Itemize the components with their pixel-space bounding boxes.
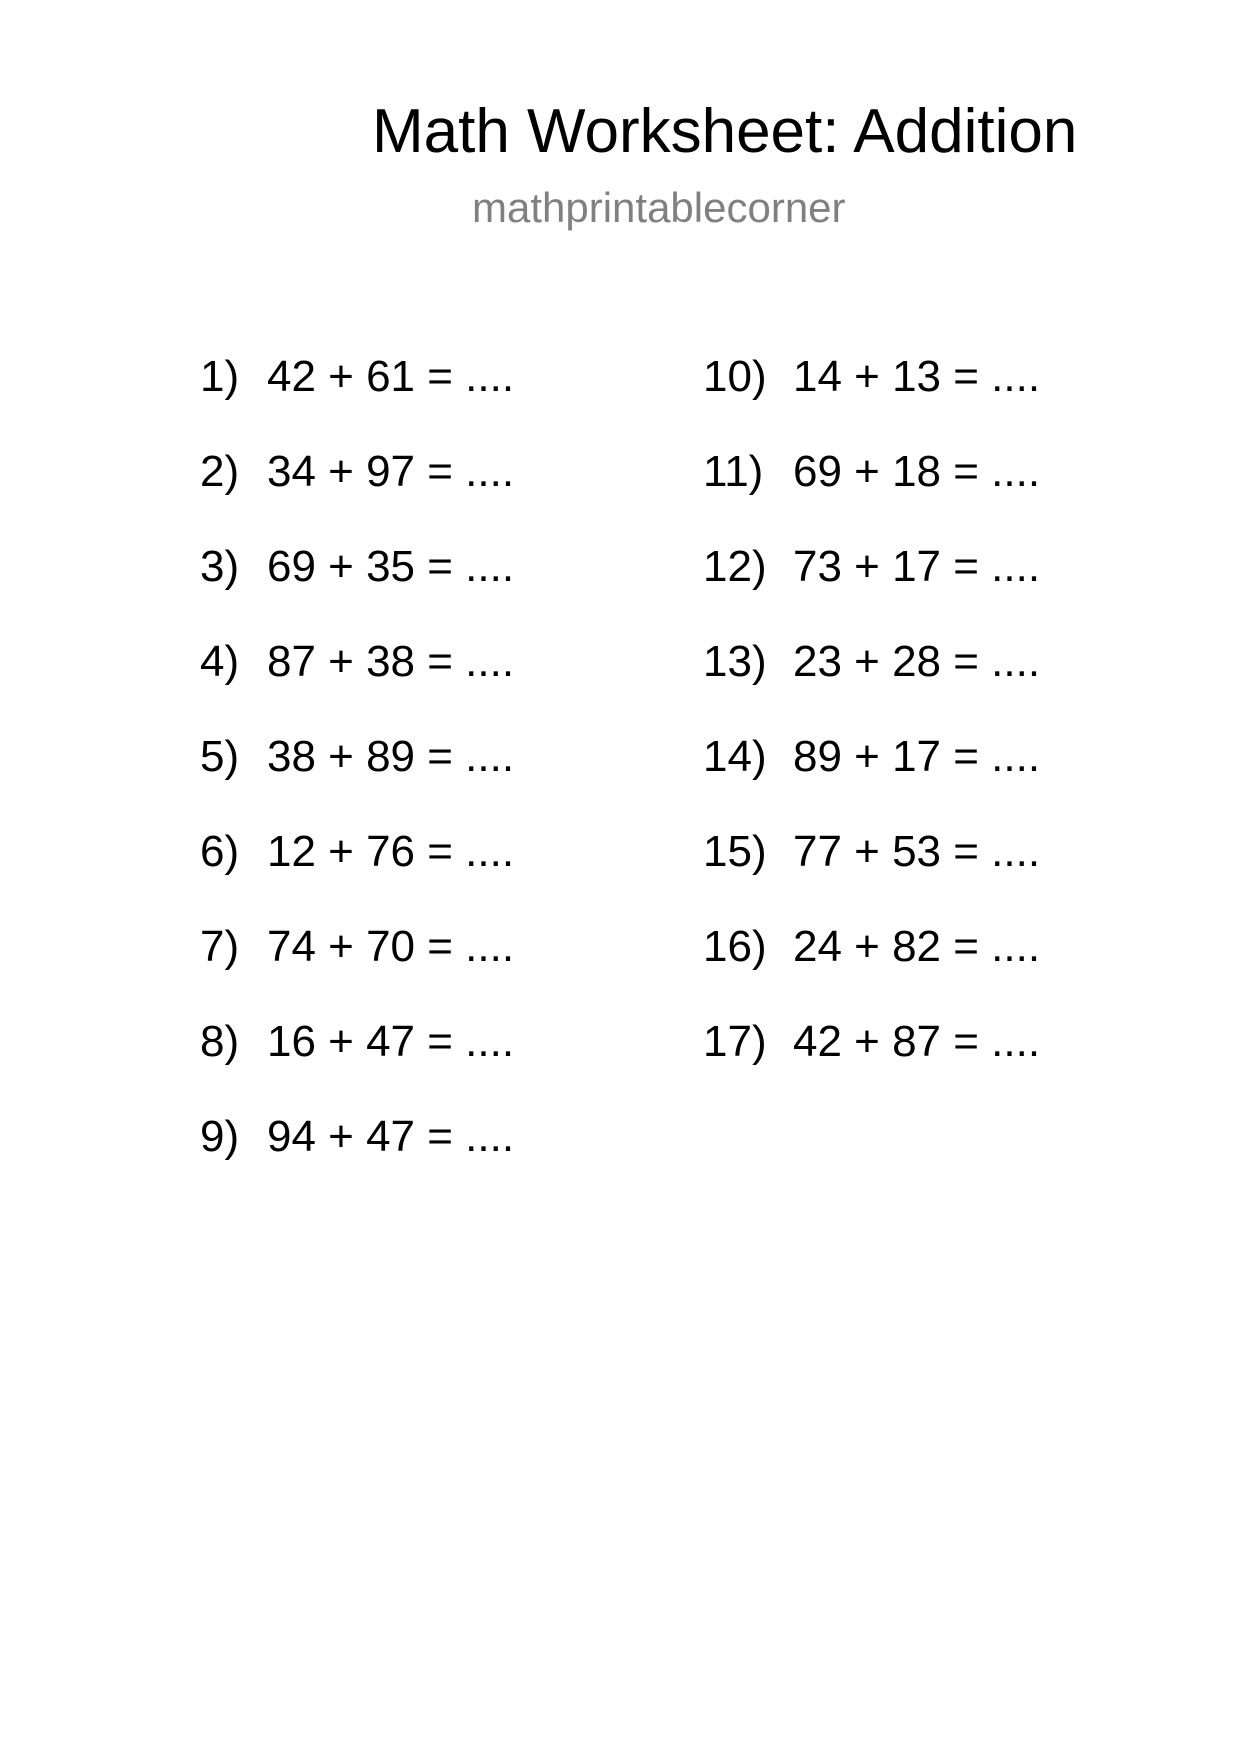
- problem-item-7: [200, 920, 514, 1015]
- problem-number: 1): [200, 352, 240, 401]
- problem-number: 12): [703, 542, 767, 591]
- problem-expression: 23 + 28 = ....: [793, 637, 1041, 686]
- problem-expression: 42 + 61 = ....: [267, 352, 515, 401]
- problem-number: 15): [703, 827, 767, 876]
- problem-number: 9): [200, 1112, 240, 1161]
- problem-item-12: [703, 540, 1040, 635]
- problem-expression: 24 + 82 = ....: [793, 922, 1041, 971]
- problem-number: 13): [703, 637, 767, 686]
- page-title: Math Worksheet: Addition: [372, 97, 1078, 166]
- problem-number: 5): [200, 732, 240, 781]
- problem-number: 6): [200, 827, 240, 876]
- problem-list-right: [703, 350, 1040, 1110]
- problem-expression: 14 + 13 = ....: [793, 352, 1041, 401]
- problem-expression: 34 + 97 = ....: [267, 447, 515, 496]
- problem-expression: 73 + 17 = ....: [793, 542, 1041, 591]
- problem-item-6: [200, 825, 514, 920]
- problem-number: 3): [200, 542, 240, 591]
- problem-expression: 89 + 17 = ....: [793, 732, 1041, 781]
- problem-expression: 38 + 89 = ....: [267, 732, 515, 781]
- problem-number: 14): [703, 732, 767, 781]
- problem-item-14: [703, 730, 1040, 825]
- problem-expression: 69 + 18 = ....: [793, 447, 1041, 496]
- problem-item-8: [200, 1015, 514, 1110]
- problem-number: 4): [200, 637, 240, 686]
- problem-expression: 16 + 47 = ....: [267, 1017, 515, 1066]
- problem-item-17: [703, 1015, 1040, 1110]
- problem-expression: 94 + 47 = ....: [267, 1112, 515, 1161]
- problem-number: 17): [703, 1017, 767, 1066]
- problem-item-2: [200, 445, 514, 540]
- problem-number: 8): [200, 1017, 240, 1066]
- problem-list-left: [200, 350, 514, 1205]
- problem-item-1: [200, 350, 514, 445]
- problem-item-13: [703, 635, 1040, 730]
- problem-expression: 77 + 53 = ....: [793, 827, 1041, 876]
- problem-item-10: [703, 350, 1040, 445]
- problem-expression: 74 + 70 = ....: [267, 922, 515, 971]
- problem-item-5: [200, 730, 514, 825]
- problem-number: 10): [703, 352, 767, 401]
- problem-item-16: [703, 920, 1040, 1015]
- problem-item-9: [200, 1110, 514, 1205]
- problem-expression: 69 + 35 = ....: [267, 542, 515, 591]
- page-subtitle: mathprintablecorner: [472, 184, 846, 231]
- problem-item-3: [200, 540, 514, 635]
- problem-expression: 42 + 87 = ....: [793, 1017, 1041, 1066]
- problem-number: 2): [200, 447, 240, 496]
- problem-item-11: [703, 445, 1040, 540]
- problem-item-15: [703, 825, 1040, 920]
- problem-expression: 87 + 38 = ....: [267, 637, 515, 686]
- problem-expression: 12 + 76 = ....: [267, 827, 515, 876]
- problem-number: 16): [703, 922, 767, 971]
- problem-number: 7): [200, 922, 240, 971]
- problem-item-4: [200, 635, 514, 730]
- problem-number: 11): [703, 447, 764, 496]
